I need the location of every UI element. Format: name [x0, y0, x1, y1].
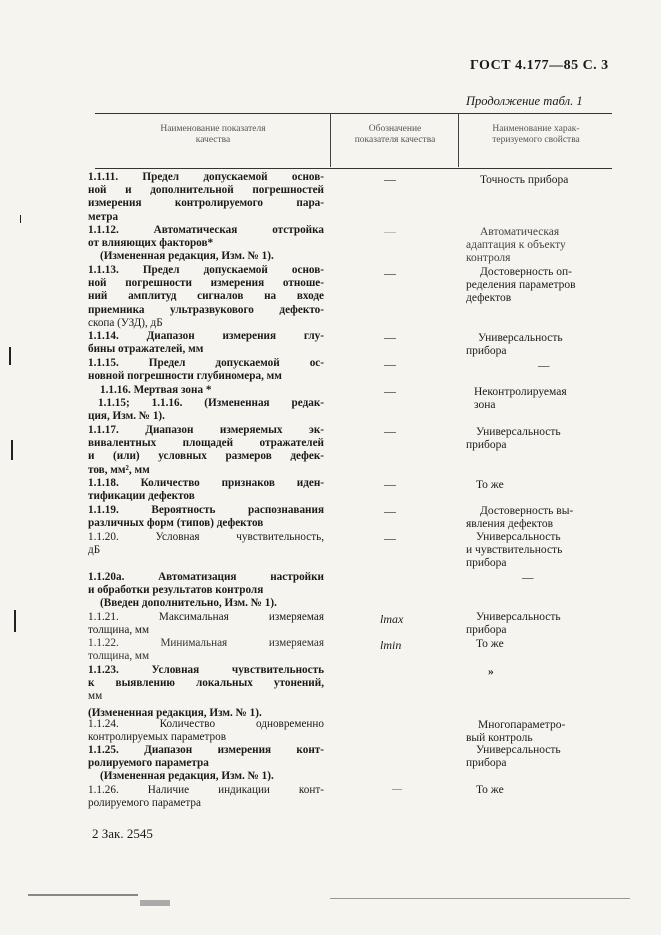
row-1-1-15-symbol: — [384, 357, 396, 371]
text-line: » [488, 666, 494, 678]
row-1-1-20-name [88, 531, 324, 557]
text-line: 1.1.15. Предел допускаемой ос- [88, 357, 324, 369]
row-1-1-20a-property [522, 572, 534, 585]
row-1-1-23-property [488, 666, 494, 679]
row-1-1-17-property [466, 426, 561, 452]
text-line: ределения параметров [466, 279, 576, 292]
scan-mark [20, 215, 21, 223]
text-line: ной и дополнительной погрешностей [88, 184, 324, 197]
row-1-1-20-symbol: — [384, 531, 396, 545]
text-line: 1.1.16. Мертвая зона * [100, 384, 212, 396]
text-line: прибора [466, 757, 507, 770]
text-line: различных форм (типов) дефектов [88, 517, 264, 530]
text-line: и (или) условных размеров дефек- [88, 450, 324, 463]
text-line: Универсальность [476, 531, 561, 543]
row-1-1-18-symbol: — [384, 477, 396, 491]
text-line: новной погрешности глубиномера, мм [88, 370, 282, 383]
row-1-1-22-symbol: lmin [380, 638, 402, 652]
row-1-1-20-property [466, 531, 562, 571]
row-1-1-21-property [466, 611, 561, 637]
text-line: То же [476, 479, 504, 491]
text-line: 1.1.20а. Автоматизация настройки [88, 571, 324, 583]
text-line: Универсальность [476, 426, 561, 438]
text-line: ция, Изм. № 1). [88, 410, 165, 423]
text-line: адаптация к объекту [466, 239, 566, 252]
scan-artifact-line [330, 898, 630, 899]
row-1-1-16-property [474, 386, 567, 412]
text-line: вивалентных площадей отражателей [88, 437, 324, 450]
row-1-1-14-name [88, 330, 324, 356]
text-line: 1.1.23. Условная чувствительность [88, 664, 324, 676]
text-line: прибора [466, 345, 507, 358]
text-line: — [522, 572, 534, 584]
row-1-1-13-name [88, 264, 324, 330]
text-line: Универсальность [476, 744, 561, 756]
row-1-1-14-property [466, 332, 563, 358]
row-1-1-25-name [88, 744, 324, 784]
row-1-1-11-name [88, 171, 324, 224]
text-line: приемника ультразвукового дефекто- [88, 303, 324, 316]
text-line: прибора [466, 624, 507, 637]
column-header-line: показателя качества [354, 135, 436, 145]
row-1-1-11-symbol: — [384, 172, 396, 186]
scan-mark [9, 347, 11, 365]
column-divider [330, 113, 331, 167]
text-line: тов, мм², мм [88, 463, 150, 476]
table-continuation-label: Продолжение табл. 1 [466, 94, 583, 108]
column-header-line: Наименование харак- [492, 124, 580, 134]
text-line: 1.1.18. Количество признаков иден- [88, 477, 324, 489]
row-1-1-25-property [466, 744, 561, 770]
page-footer-order-number: 2 Зак. 2545 [92, 826, 153, 841]
column-header-symbol [334, 124, 456, 146]
text-line: Точность прибора [480, 174, 569, 186]
row-1-1-18-property [476, 479, 504, 492]
row-1-1-22-property [476, 638, 504, 651]
row-1-1-14-symbol: — [384, 330, 396, 344]
row-1-1-19-symbol: — [384, 504, 396, 518]
row-1-1-16-amendment [88, 397, 324, 423]
text-line: То же [476, 638, 504, 650]
column-header-line: теризуемого свойства [492, 135, 580, 145]
scan-mark [14, 610, 16, 632]
document-header-title: ГОСТ 4.177—85 С. 3 [470, 58, 609, 73]
text-line: и чувствительность [466, 544, 563, 557]
text-line: 1.1.21. Максимальная измеряемая [88, 611, 324, 623]
amendment-note: (Измененная редакция, Изм. № 1). [100, 250, 274, 263]
text-line: зона [474, 399, 496, 412]
text-line: 1.1.26. Наличие индикации конт- [88, 784, 324, 796]
row-1-1-12-property [466, 226, 566, 266]
amendment-note: (Измененная редакция, Изм. № 1). [100, 770, 274, 783]
text-line: ролируемого параметра [88, 757, 209, 770]
text-line: тификации дефектов [88, 490, 195, 503]
row-1-1-16-name [88, 384, 324, 397]
text-line: явления дефектов [466, 518, 554, 531]
row-1-1-21-symbol: lmax [380, 612, 404, 626]
amendment-note: (Введен дополнительно, Изм. № 1). [100, 597, 277, 610]
text-line: толщина, мм [88, 650, 150, 663]
text-line: ролируемого параметра [88, 797, 201, 810]
column-divider [458, 113, 459, 167]
row-1-1-11-property [480, 174, 568, 187]
row-1-1-16-symbol: — [384, 384, 396, 398]
text-line: 1.1.11. Предел допускаемой основ- [88, 171, 324, 183]
column-header-line: Обозначение [368, 124, 422, 134]
text-line: и обработки результатов контроля [88, 584, 264, 597]
text-line: 1.1.14. Диапазон измерения глу- [88, 330, 324, 342]
text-line: 1.1.22. Минимальная измеряемая [88, 637, 324, 649]
text-line: контроля [466, 252, 511, 265]
row-1-1-22-name [88, 637, 324, 663]
text-line: Достоверность оп- [480, 266, 572, 278]
text-line: То же [476, 784, 504, 796]
text-line: 1.1.24. Количество одновременно [88, 718, 324, 730]
text-line: — [538, 360, 550, 372]
row-1-1-13-symbol: — [384, 266, 396, 280]
row-1-1-12-symbol: — [384, 224, 396, 238]
row-1-1-20a-name [88, 571, 324, 611]
row-1-1-15-property [538, 360, 550, 373]
amendment-note: (Измененная редакция, Изм. № 1). [88, 706, 262, 719]
row-1-1-23-name [88, 664, 324, 720]
row-1-1-17-symbol: — [384, 424, 396, 438]
text-line: 1.1.15; 1.1.16. (Измененная редак- [98, 397, 324, 409]
row-1-1-26-name [88, 784, 324, 810]
text-line: прибора [466, 439, 507, 452]
scan-artifact-smudge [140, 900, 170, 906]
text-line: Неконтролируемая [474, 386, 567, 398]
row-1-1-24-name [88, 718, 324, 744]
text-line: 1.1.17. Диапазон измеряемых эк- [88, 424, 324, 436]
text-line: дефектов [466, 292, 512, 305]
text-line: вый контроль [466, 732, 533, 745]
row-1-1-13-property [466, 266, 576, 306]
text-line: 1.1.12. Автоматическая отстройка [88, 224, 324, 236]
row-1-1-17-name [88, 424, 324, 477]
text-line: измерения контролируемого пара- [88, 197, 324, 210]
text-line: 1.1.13. Предел допускаемой основ- [88, 264, 324, 276]
row-1-1-12-name [88, 224, 324, 264]
row-1-1-26-symbol: — [392, 784, 402, 795]
text-line: скопа (УЗД), дБ [88, 316, 163, 329]
text-line: мм [88, 690, 103, 703]
row-1-1-19-property [466, 505, 573, 531]
text-line: Автоматическая [480, 226, 560, 238]
text-line: 1.1.25. Диапазон измерения конт- [88, 744, 324, 756]
text-line: метра [88, 210, 119, 223]
text-line: 1.1.19. Вероятность распознавания [88, 504, 324, 516]
row-1-1-15-name [88, 357, 324, 383]
text-line: ной погрешности измерения отноше- [88, 277, 324, 290]
text-line: контролируемых параметров [88, 731, 226, 744]
text-line: ний амплитуд сигналов на входе [88, 290, 324, 303]
row-1-1-19-name [88, 504, 324, 530]
text-line: Универсальность [476, 611, 561, 623]
text-line: Универсальность [478, 332, 563, 344]
column-header-name [100, 124, 326, 146]
scan-artifact-line [28, 894, 138, 896]
text-line: дБ [88, 544, 101, 557]
text-line: Многопараметро- [478, 719, 566, 731]
text-line: Достоверность вы- [480, 505, 574, 517]
text-line: 1.1.20. Условная чувствительность, [88, 531, 324, 543]
text-line: к выявлению локальных утонений, [88, 677, 324, 690]
scan-mark [11, 440, 13, 460]
text-line: бины отражателей, мм [88, 343, 204, 356]
column-header-line: Наименование показателя [160, 124, 266, 134]
text-line: прибора [466, 557, 507, 570]
row-1-1-21-name [88, 611, 324, 637]
column-header-line: качества [195, 135, 231, 145]
text-line: толщина, мм [88, 624, 150, 637]
row-1-1-26-property [476, 784, 504, 797]
column-header-property [462, 124, 610, 146]
text-line: от влияющих факторов* [88, 237, 214, 250]
row-1-1-24-property [466, 719, 565, 745]
row-1-1-18-name [88, 477, 324, 503]
